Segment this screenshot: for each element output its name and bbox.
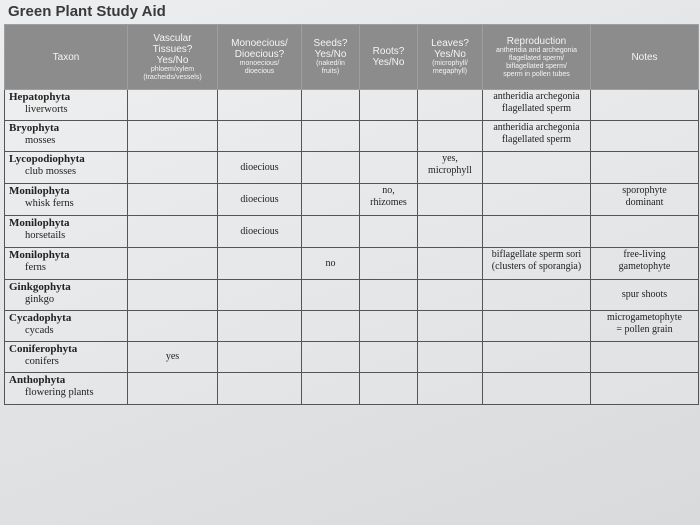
common-name: liverworts <box>25 104 68 115</box>
repro-cell <box>483 311 591 342</box>
mono-text: dioecious <box>240 161 279 173</box>
notes-text: dominant <box>625 196 664 208</box>
repro-cell <box>483 216 591 248</box>
notes-text: sporophyte <box>622 185 667 196</box>
repro-cell <box>483 184 591 216</box>
roots-cell <box>360 121 418 152</box>
notes-text: = pollen grain <box>616 323 673 335</box>
common-name: mosses <box>25 135 56 146</box>
phylum-name: Hepatophyta <box>9 91 71 103</box>
phylum-name: Ginkgophyta <box>9 281 71 293</box>
leaves-cell <box>418 342 483 373</box>
common-name: conifers <box>25 356 59 367</box>
mono-cell <box>218 248 302 280</box>
mono-cell <box>218 280 302 311</box>
leaves-text: yes, <box>442 153 458 164</box>
table-row <box>5 311 699 342</box>
page-title: Green Plant Study Aid <box>8 3 166 20</box>
repro-text: biflagellate sperm sori <box>491 249 582 260</box>
phylum-name: Monilophyta <box>9 249 70 261</box>
roots-cell <box>360 280 418 311</box>
repro-text: (clusters of sporangia) <box>491 260 582 272</box>
table-row <box>5 248 699 280</box>
leaves-cell <box>418 216 483 248</box>
taxon-cell <box>5 311 128 342</box>
mono-cell <box>218 90 302 121</box>
header-seeds: Seeds? Yes/No (naked/in fruits) <box>302 25 360 90</box>
vascular-cell <box>128 311 218 342</box>
phylum-name: Lycopodiophyta <box>9 153 85 165</box>
header-row <box>5 25 699 90</box>
vascular-cell <box>128 280 218 311</box>
notes-cell <box>591 184 699 216</box>
notes-text: gametophyte <box>618 260 671 272</box>
taxon-cell <box>5 216 128 248</box>
notes-cell <box>591 311 699 342</box>
seeds-text: no <box>325 257 336 269</box>
roots-text: rhizomes <box>370 196 407 208</box>
table-row <box>5 280 699 311</box>
leaves-cell <box>418 90 483 121</box>
header-roots: Roots? Yes/No <box>360 25 418 90</box>
seeds-cell <box>302 248 360 280</box>
table-row <box>5 152 699 184</box>
mono-text: dioecious <box>240 193 279 205</box>
roots-cell <box>360 342 418 373</box>
repro-cell <box>483 373 591 405</box>
seeds-cell <box>302 152 360 184</box>
phylum-name: Cycadophyta <box>9 312 72 324</box>
taxon-cell <box>5 121 128 152</box>
common-name: whisk ferns <box>25 198 74 209</box>
seeds-cell <box>302 342 360 373</box>
phylum-name: Bryophyta <box>9 122 60 134</box>
taxon-cell <box>5 152 128 184</box>
leaves-cell <box>418 152 483 184</box>
seeds-cell <box>302 373 360 405</box>
taxon-cell <box>5 184 128 216</box>
roots-cell <box>360 311 418 342</box>
notes-cell <box>591 216 699 248</box>
notes-cell <box>591 121 699 152</box>
mono-cell <box>218 184 302 216</box>
notes-cell <box>591 248 699 280</box>
vascular-cell <box>128 248 218 280</box>
notes-cell <box>591 373 699 405</box>
table-row <box>5 184 699 216</box>
vascular-cell <box>128 216 218 248</box>
vascular-cell <box>128 90 218 121</box>
common-name: horsetails <box>25 230 66 241</box>
repro-text: antheridia archegonia <box>493 91 580 102</box>
seeds-cell <box>302 90 360 121</box>
mono-cell <box>218 342 302 373</box>
mono-cell <box>218 121 302 152</box>
table-row <box>5 342 699 373</box>
vascular-cell <box>128 373 218 405</box>
study-aid-table <box>4 24 699 405</box>
vascular-cell <box>128 342 218 373</box>
common-name: club mosses <box>25 166 77 177</box>
taxon-cell <box>5 90 128 121</box>
phylum-name: Coniferophyta <box>9 343 78 355</box>
common-name: flowering plants <box>25 387 94 398</box>
header-mono-dioecious: Monoecious/ Dioecious? monoecious/ dioecious <box>218 25 302 90</box>
seeds-cell <box>302 184 360 216</box>
notes-text: free-living <box>623 249 666 260</box>
leaves-text: microphyll <box>428 164 472 176</box>
phylum-name: Monilophyta <box>9 185 70 197</box>
leaves-cell <box>418 311 483 342</box>
repro-text: antheridia archegonia <box>493 122 580 133</box>
notes-text: spur shoots <box>621 289 668 301</box>
header-notes: Notes <box>591 25 699 90</box>
taxon-cell <box>5 373 128 405</box>
roots-cell <box>360 184 418 216</box>
repro-cell <box>483 280 591 311</box>
seeds-cell <box>302 216 360 248</box>
mono-cell <box>218 152 302 184</box>
seeds-cell <box>302 280 360 311</box>
leaves-cell <box>418 248 483 280</box>
mono-text: dioecious <box>240 225 279 237</box>
roots-cell <box>360 248 418 280</box>
roots-cell <box>360 216 418 248</box>
vascular-cell <box>128 121 218 152</box>
phylum-name: Anthophyta <box>9 374 66 386</box>
repro-cell <box>483 121 591 152</box>
common-name: ferns <box>25 262 46 273</box>
notes-cell <box>591 152 699 184</box>
leaves-cell <box>418 121 483 152</box>
notes-text: microgametophyte <box>607 312 682 323</box>
header-taxon: Taxon <box>5 25 128 90</box>
notes-cell <box>591 90 699 121</box>
study-aid-table-wrapper <box>4 24 698 424</box>
notes-cell <box>591 342 699 373</box>
mono-cell <box>218 216 302 248</box>
repro-cell <box>483 152 591 184</box>
table-row <box>5 121 699 152</box>
seeds-cell <box>302 311 360 342</box>
roots-text: no, <box>382 185 395 196</box>
table-row <box>5 216 699 248</box>
header-leaves: Leaves? Yes/No (microphyll/ megaphyll) <box>418 25 483 90</box>
vascular-cell <box>128 184 218 216</box>
table-row <box>5 90 699 121</box>
phylum-name: Monilophyta <box>9 217 70 229</box>
repro-cell <box>483 90 591 121</box>
table-row <box>5 373 699 405</box>
leaves-cell <box>418 184 483 216</box>
header-reproduction: Reproduction antheridia and archegonia flagellated sperm/ biflagellated sperm/ sperm in pollen tubes <box>483 25 591 90</box>
common-name: cycads <box>25 325 54 336</box>
repro-cell <box>483 342 591 373</box>
taxon-cell <box>5 248 128 280</box>
repro-cell <box>483 248 591 280</box>
vascular-cell <box>128 152 218 184</box>
leaves-cell <box>418 373 483 405</box>
header-vascular: Vascular Tissues? Yes/No phloem/xylem (tracheids/vessels) <box>128 25 218 90</box>
roots-cell <box>360 90 418 121</box>
taxon-cell <box>5 342 128 373</box>
notes-cell <box>591 280 699 311</box>
common-name: ginkgo <box>25 294 55 305</box>
roots-cell <box>360 152 418 184</box>
repro-text: flagellated sperm <box>501 133 572 145</box>
mono-cell <box>218 311 302 342</box>
seeds-cell <box>302 121 360 152</box>
taxon-cell <box>5 280 128 311</box>
roots-cell <box>360 373 418 405</box>
leaves-cell <box>418 280 483 311</box>
vascular-text: yes <box>165 351 180 363</box>
repro-text: flagellated sperm <box>501 102 572 114</box>
mono-cell <box>218 373 302 405</box>
